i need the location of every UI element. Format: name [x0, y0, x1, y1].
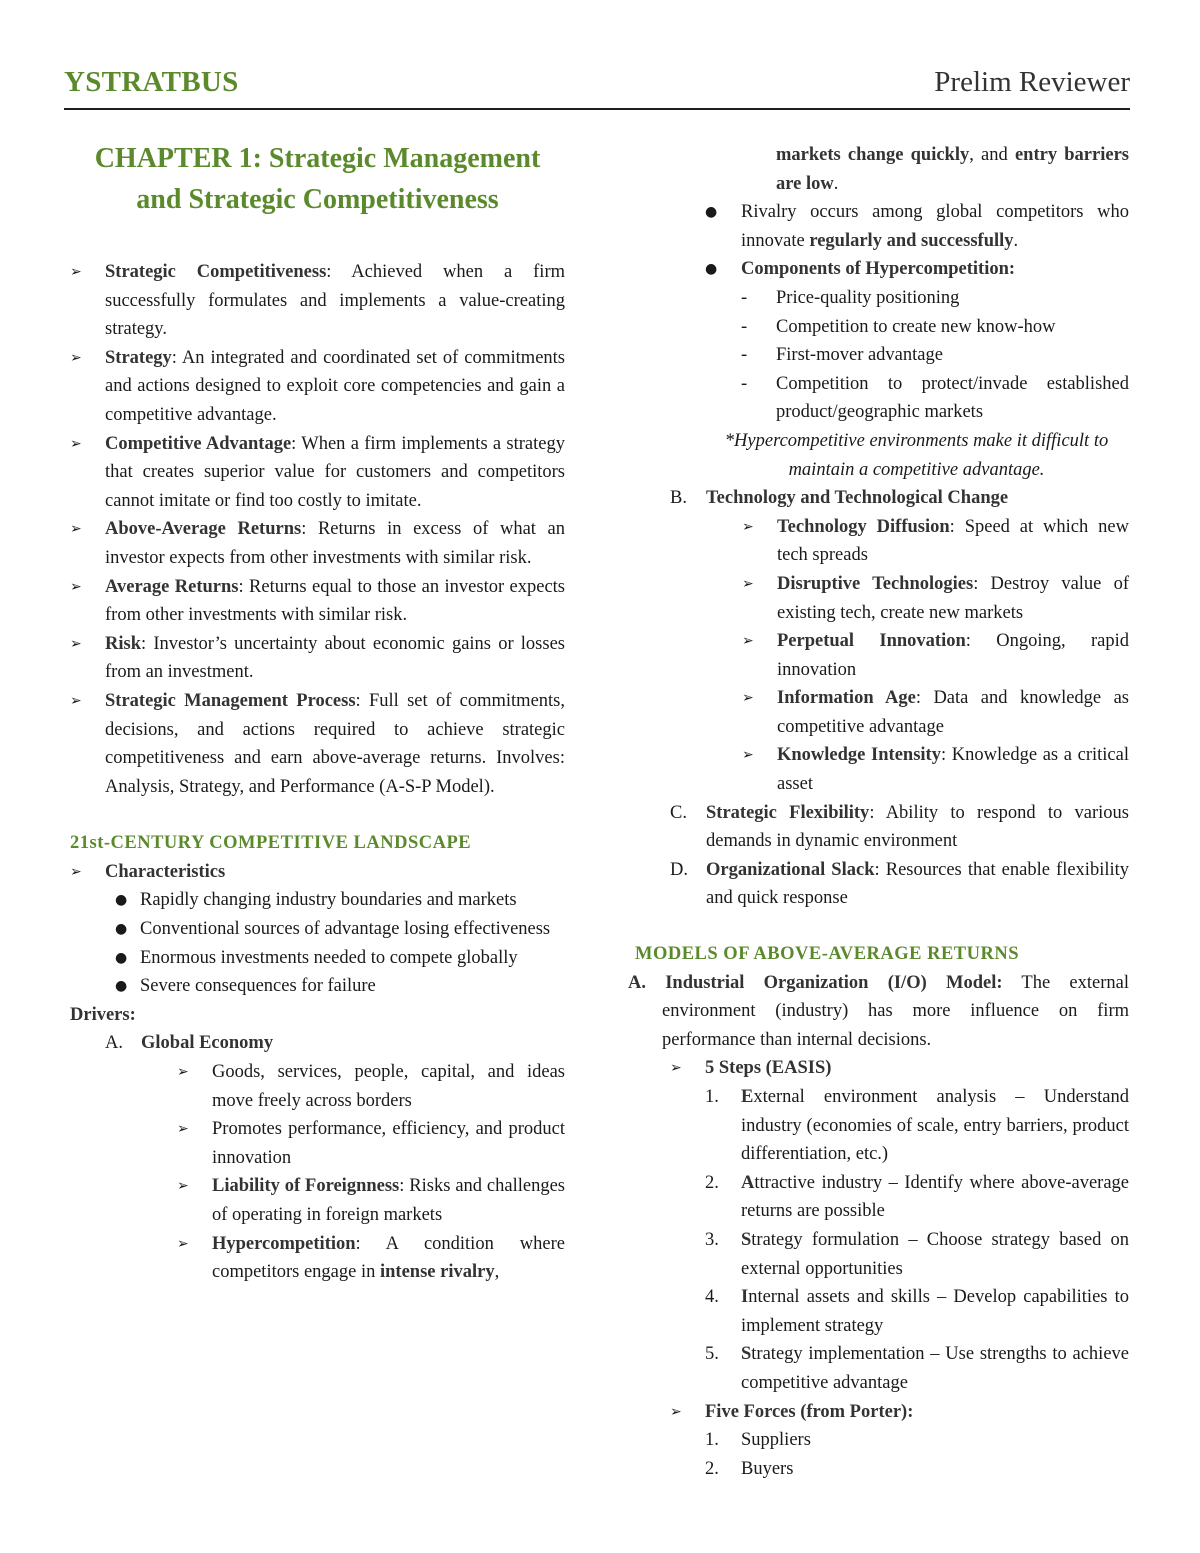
- list-item: ➢ Technology Diffusion: Speed at which new tech spreads: [742, 513, 1129, 570]
- hypercompetition-note: *Hypercompetitive environments make it difficult to maintain a competitive advantage.: [724, 430, 1109, 480]
- arrow-bullet-icon: ➢: [742, 633, 754, 650]
- list-item: 1. External environment analysis – Understand industry (economies of scale, entry barriers, product differentiation, etc.): [705, 1087, 1129, 1165]
- list-item: ➢ Perpetual Innovation: Ongoing, rapid innovation: [742, 627, 1129, 684]
- list-item: ➢ Knowledge Intensity: Knowledge as a critical asset: [742, 741, 1129, 798]
- driver-item-organizational-slack: D. Organizational Slack: Resources that enable flexibility and quick response: [670, 859, 1129, 909]
- list-item: - First-mover advantage: [741, 345, 943, 366]
- definition-term: Competitive Advantage: [105, 433, 292, 454]
- definition-term: Strategy: [105, 347, 172, 368]
- list-item: ➢ Goods, services, people, capital, and ideas move freely across borders: [177, 1058, 565, 1115]
- definition-item: [70, 515, 565, 572]
- list-item: ➢ Information Age: Data and knowledge as competitive advantage: [742, 684, 1129, 741]
- definition-term: Average Returns: [105, 576, 239, 597]
- definition-text: : Returns equal to those an investor expects from other investments with similar risk.: [105, 576, 566, 626]
- landscape-heading: 21st-CENTURY COMPETITIVE LANDSCAPE: [70, 833, 472, 854]
- definition-text: : An integrated and coordinated set of commitments and actions designed to exploit core competencies and gain a competitive advantage.: [105, 347, 565, 425]
- definition-term: Risk: [105, 633, 141, 654]
- arrow-bullet-icon: ➢: [742, 690, 754, 707]
- definition-text: : Achieved when a firm successfully formulates and implements a value-creating strategy.: [105, 262, 565, 340]
- arrow-bullet-icon: ➢: [670, 1060, 682, 1077]
- dot-bullet-icon: ●: [115, 892, 128, 909]
- driver-label: Global Economy: [141, 1033, 274, 1054]
- list-item: ● Rapidly changing industry boundaries and markets: [105, 886, 565, 915]
- arrow-bullet-icon: ➢: [742, 575, 754, 592]
- course-code: YSTRATBUS: [64, 66, 239, 98]
- definition-item: [70, 573, 565, 630]
- dot-bullet-icon: ●: [705, 261, 718, 278]
- arrow-bullet-icon: ➢: [70, 635, 82, 652]
- arrow-bullet-icon: ➢: [70, 578, 82, 595]
- drivers-label: Drivers:: [70, 1004, 136, 1025]
- arrow-bullet-icon: ➢: [670, 1403, 682, 1420]
- chapter-title: [70, 138, 565, 220]
- list-item: ➢ Promotes performance, efficiency, and product innovation: [177, 1115, 565, 1172]
- components-list: [741, 284, 1129, 427]
- dot-bullet-icon: ●: [115, 949, 128, 966]
- chapter-title-line1: CHAPTER 1: Strategic Management: [94, 143, 541, 174]
- driver-label: Technology and Technological Change: [706, 488, 1009, 509]
- definition-text: : Investor’s uncertainty about economic gains or losses from an investment.: [105, 633, 565, 683]
- hypercompetition-details: [705, 198, 1129, 284]
- arrow-bullet-icon: ➢: [177, 1178, 189, 1195]
- list-item: ● Conventional sources of advantage losing effectiveness: [105, 915, 565, 944]
- hypercompetition-continued: markets change quickly, and entry barriers are low.: [776, 145, 1129, 194]
- arrow-bullet-icon: ➢: [742, 747, 754, 764]
- arrow-bullet-icon: ➢: [70, 435, 82, 452]
- arrow-bullet-icon: ➢: [70, 863, 82, 880]
- list-item: ● Rivalry occurs among global competitors who innovate regularly and successfully.: [705, 198, 1129, 255]
- definition-item: [70, 630, 565, 687]
- characteristics-block: [70, 858, 565, 887]
- arrow-bullet-icon: ➢: [70, 521, 82, 538]
- dot-bullet-icon: ●: [115, 921, 128, 938]
- list-item: ● Components of Hypercompetition:: [705, 255, 1129, 284]
- definition-term: Strategic Management Process: [105, 690, 356, 711]
- characteristics-item: [70, 858, 565, 887]
- list-item: 5. Strategy implementation – Use strengths to achieve competitive advantage: [705, 1344, 1129, 1393]
- arrow-bullet-icon: ➢: [177, 1121, 189, 1138]
- list-item: - Price-quality positioning: [741, 287, 960, 308]
- definition-item: [70, 430, 565, 516]
- list-item: ● Enormous investments needed to compete globally: [105, 944, 565, 973]
- definitions-list: [70, 258, 565, 801]
- characteristics-list: [105, 886, 565, 1000]
- definition-text: : When a firm implements a strategy that creates superior value for customers and competitors cannot imitate or find too costly to imitate.: [105, 433, 565, 511]
- driver-item-technology: B. Technology and Technological Change ➢ Technology Diffusion: Speed at which new tech spreads ➢ Disruptive Technologies: Destroy value of existing tech, create new markets ➢ Perpetual Innovation: Ongoing, rapid innovation ➢ Information Age: Data and knowledge as competitive advantage ➢ Knowledge Intensity: Knowledge as a critical asset: [670, 484, 1129, 799]
- arrow-bullet-icon: ➢: [70, 349, 82, 366]
- forces-list: [705, 1426, 1129, 1483]
- definition-item: [70, 258, 565, 344]
- left-column: [70, 138, 565, 1287]
- characteristics-label: Characteristics: [105, 861, 226, 882]
- list-item: ● Severe consequences for failure: [105, 972, 565, 1001]
- io-model-subsections: [670, 1054, 1129, 1483]
- driver-item-global-economy: A. Global Economy: [105, 1033, 274, 1054]
- driver-item-strategic-flexibility: C. Strategic Flexibility: Ability to respond to various demands in dynamic environment: [670, 802, 1129, 852]
- io-model-paragraph: A. Industrial Organization (I/O) Model: The external environment (industry) has more influence on firm performance than internal decisions.: [628, 972, 1129, 1050]
- list-item: ➢ Hypercompetition: A condition where competitors engage in intense rivalry,: [177, 1230, 565, 1287]
- list-item: 3. Strategy formulation – Choose strategy based on external opportunities: [705, 1229, 1129, 1279]
- list-item: - Competition to create new know-how: [741, 316, 1056, 337]
- definition-term: Above-Average Returns: [105, 519, 302, 540]
- list-item: - Competition to protect/invade established product/geographic markets: [741, 373, 1129, 423]
- global-economy-list: [177, 1058, 565, 1287]
- technology-list: [742, 513, 1129, 799]
- definition-item: [70, 344, 565, 430]
- arrow-bullet-icon: ➢: [742, 518, 754, 535]
- models-heading: MODELS OF ABOVE-AVERAGE RETURNS: [635, 944, 1020, 965]
- list-item: 1. Suppliers: [705, 1430, 811, 1451]
- chapter-title-line2: and Strategic Competitiveness: [136, 184, 499, 215]
- dot-bullet-icon: ●: [115, 978, 128, 995]
- arrow-bullet-icon: ➢: [70, 692, 82, 709]
- page-header: [64, 68, 1130, 110]
- definition-term: Strategic Competitiveness: [105, 262, 327, 282]
- arrow-bullet-icon: ➢: [177, 1064, 189, 1081]
- list-item: ➢ Liability of Foreignness: Risks and challenges of operating in foreign markets: [177, 1172, 565, 1229]
- drivers-list-continued: [670, 484, 1129, 913]
- steps-list: [705, 1083, 1129, 1398]
- arrow-bullet-icon: ➢: [70, 264, 82, 280]
- forces-block: ➢ Five Forces (from Porter): 1. Suppliers 2. Buyers: [670, 1398, 1129, 1484]
- list-item: 4. Internal assets and skills – Develop capabilities to implement strategy: [705, 1287, 1129, 1336]
- right-column: [628, 141, 1129, 1483]
- list-item: 2. Buyers: [705, 1458, 794, 1479]
- list-item: ➢ Disruptive Technologies: Destroy value of existing tech, create new markets: [742, 570, 1129, 627]
- dot-bullet-icon: ●: [705, 204, 718, 221]
- list-item: 2. Attractive industry – Identify where above-average returns are possible: [705, 1172, 1129, 1222]
- definition-text: : Full set of commitments, decisions, and actions required to achieve strategic competitiveness and earn above-average returns. Involves: Analysis, Strategy, and Performance (A-S-P Model).: [105, 690, 565, 797]
- arrow-bullet-icon: ➢: [177, 1235, 189, 1252]
- definition-item: [70, 687, 565, 801]
- steps-block: ➢ 5 Steps (EASIS) 1. External environment analysis – Understand industry (economies of scale, entry barriers, product differentiation, etc.) 2. Attractive industry – Identify where above-average returns are possible 3. Strategy formulation – Choose strategy based on external opportunities 4. Internal assets and skills – Develop capabilities to implement strategy 5. Strategy implementation – Use strengths to achieve competitive advantage: [670, 1054, 1129, 1397]
- definition-text: : Returns in excess of what an investor expects from other investments with similar risk.: [105, 519, 565, 568]
- document-type: Prelim Reviewer: [934, 66, 1130, 98]
- drivers-list: [105, 1029, 565, 1058]
